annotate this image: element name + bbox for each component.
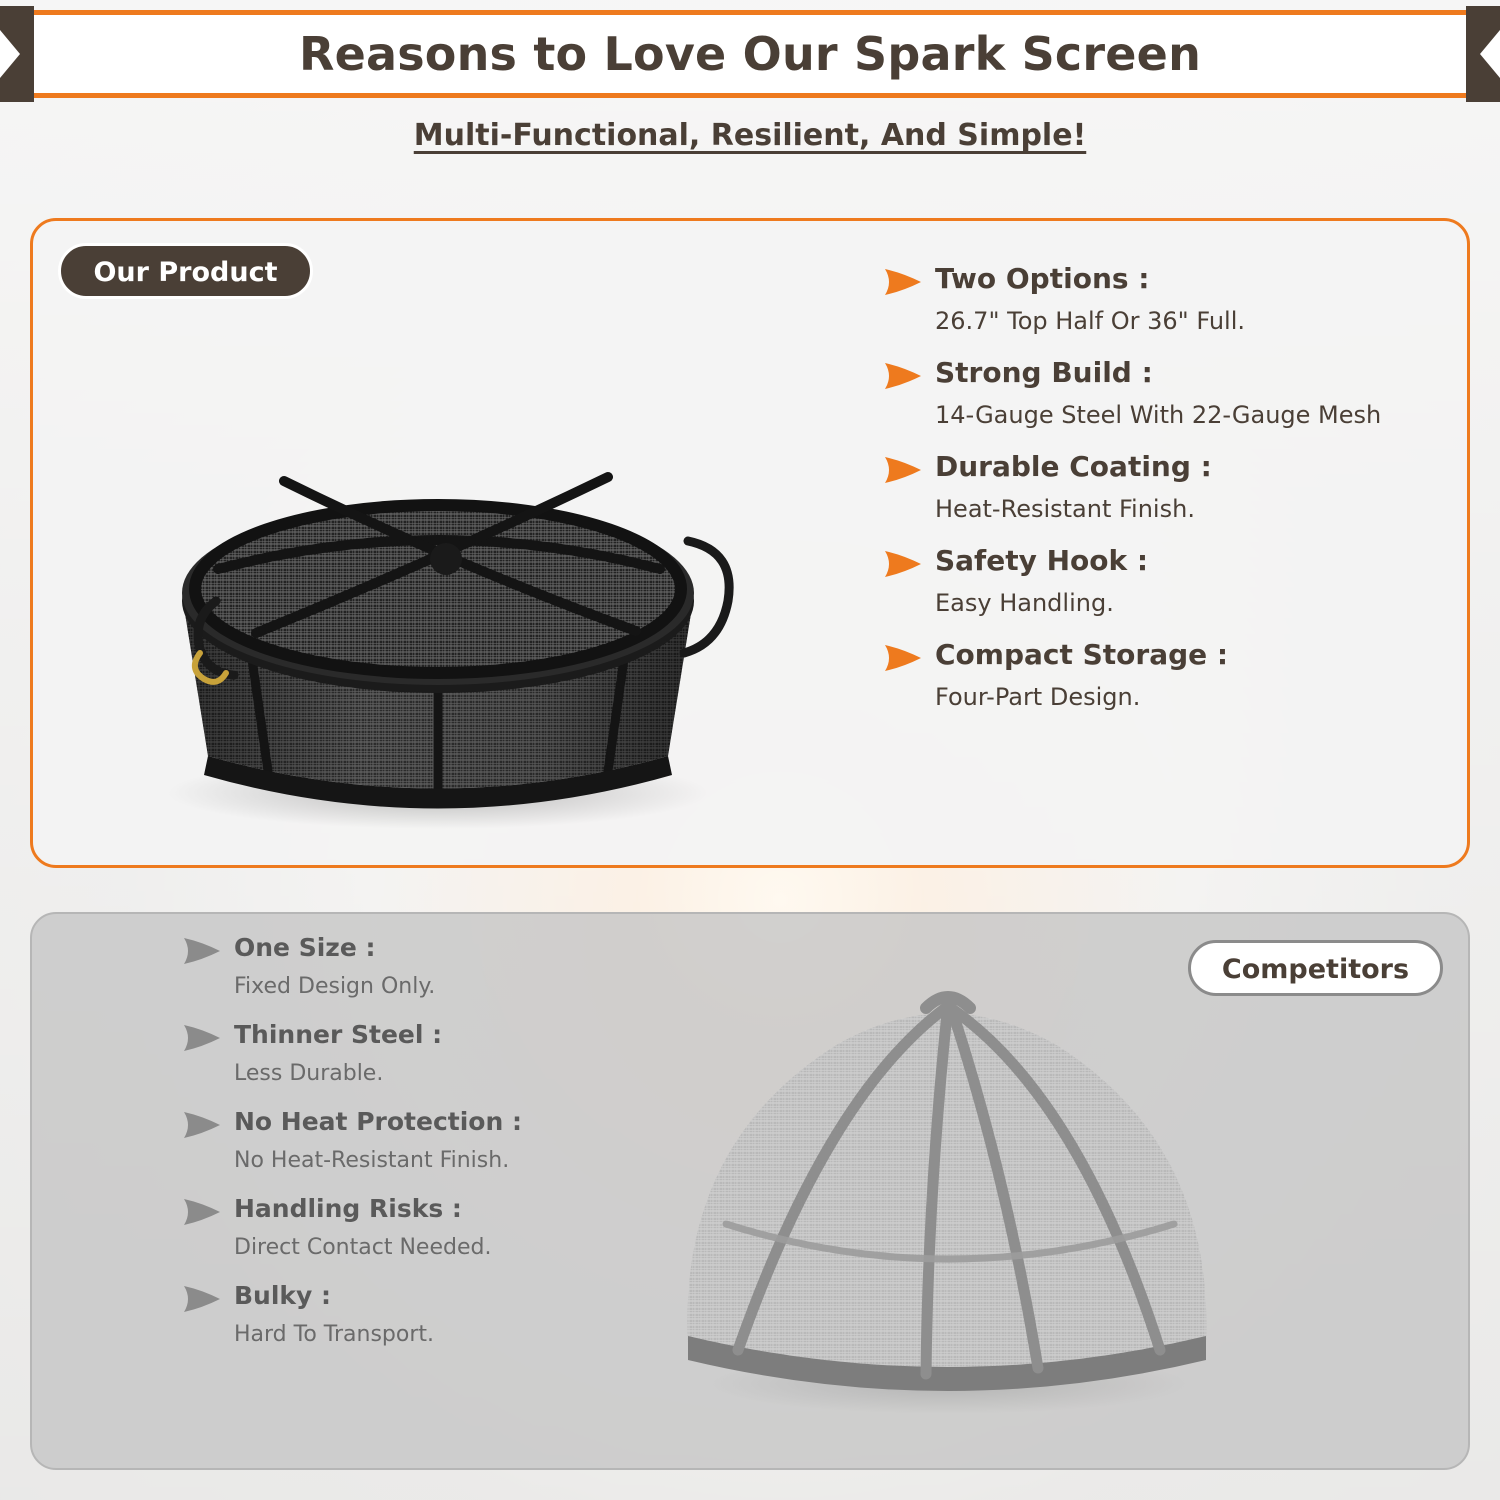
page-title: Reasons to Love Our Spark Screen [298,27,1202,81]
feature-item [873,451,1443,523]
arrow-right-icon [883,455,923,485]
arrow-right-icon [883,361,923,391]
feature-title: Durable Coating : [935,450,1212,483]
feature-item [873,263,1443,335]
arrow-right-icon [182,1284,222,1314]
competitors-feature-list [172,932,732,1367]
feature-item [873,357,1443,429]
feature-description: 26.7" Top Half Or 36" Full. [935,307,1245,335]
feature-title: Handling Risks : [234,1194,462,1223]
feature-title: Compact Storage : [935,638,1229,671]
feature-description: Direct Contact Needed. [234,1235,492,1260]
arrow-right-icon [883,267,923,297]
feature-title: Strong Build : [935,356,1153,389]
feature-description: Hard To Transport. [234,1322,435,1347]
feature-title: One Size : [234,933,376,962]
competitors-panel [30,912,1470,1470]
header-banner [0,6,1500,104]
feature-description: 14-Gauge Steel With 22-Gauge Mesh [935,401,1382,429]
feature-title: Safety Hook : [935,544,1149,577]
feature-title: No Heat Protection : [234,1107,522,1136]
feature-item [172,932,732,1001]
our-product-badge: Our Product [58,243,313,299]
feature-description: Four-Part Design. [935,683,1141,711]
arrow-right-icon [182,936,222,966]
our-product-feature-list [873,263,1443,733]
arrow-right-icon [883,643,923,673]
arrow-right-icon [182,1197,222,1227]
our-product-image [88,301,788,841]
feature-item [172,1280,732,1349]
feature-title: Bulky : [234,1281,332,1310]
arrow-right-icon [182,1110,222,1140]
feature-item [172,1193,732,1262]
feature-description: Less Durable. [234,1061,384,1086]
arrow-right-icon [182,1023,222,1053]
banner-ribbon-right [1466,6,1500,102]
feature-description: Fixed Design Only. [234,974,436,999]
feature-title: Two Options : [935,262,1150,295]
page-subtitle: Multi-Functional, Resilient, And Simple! [413,118,1087,153]
feature-item [172,1106,732,1175]
feature-item [873,639,1443,711]
feature-title: Thinner Steel : [234,1020,443,1049]
feature-description: No Heat-Resistant Finish. [234,1148,510,1173]
feature-item [873,545,1443,617]
our-product-panel [30,218,1470,868]
banner-ribbon-left [0,6,34,102]
competitors-badge: Competitors [1188,940,1443,996]
feature-description: Heat-Resistant Finish. [935,495,1195,523]
feature-item [172,1019,732,1088]
feature-description: Easy Handling. [935,589,1114,617]
arrow-right-icon [883,549,923,579]
